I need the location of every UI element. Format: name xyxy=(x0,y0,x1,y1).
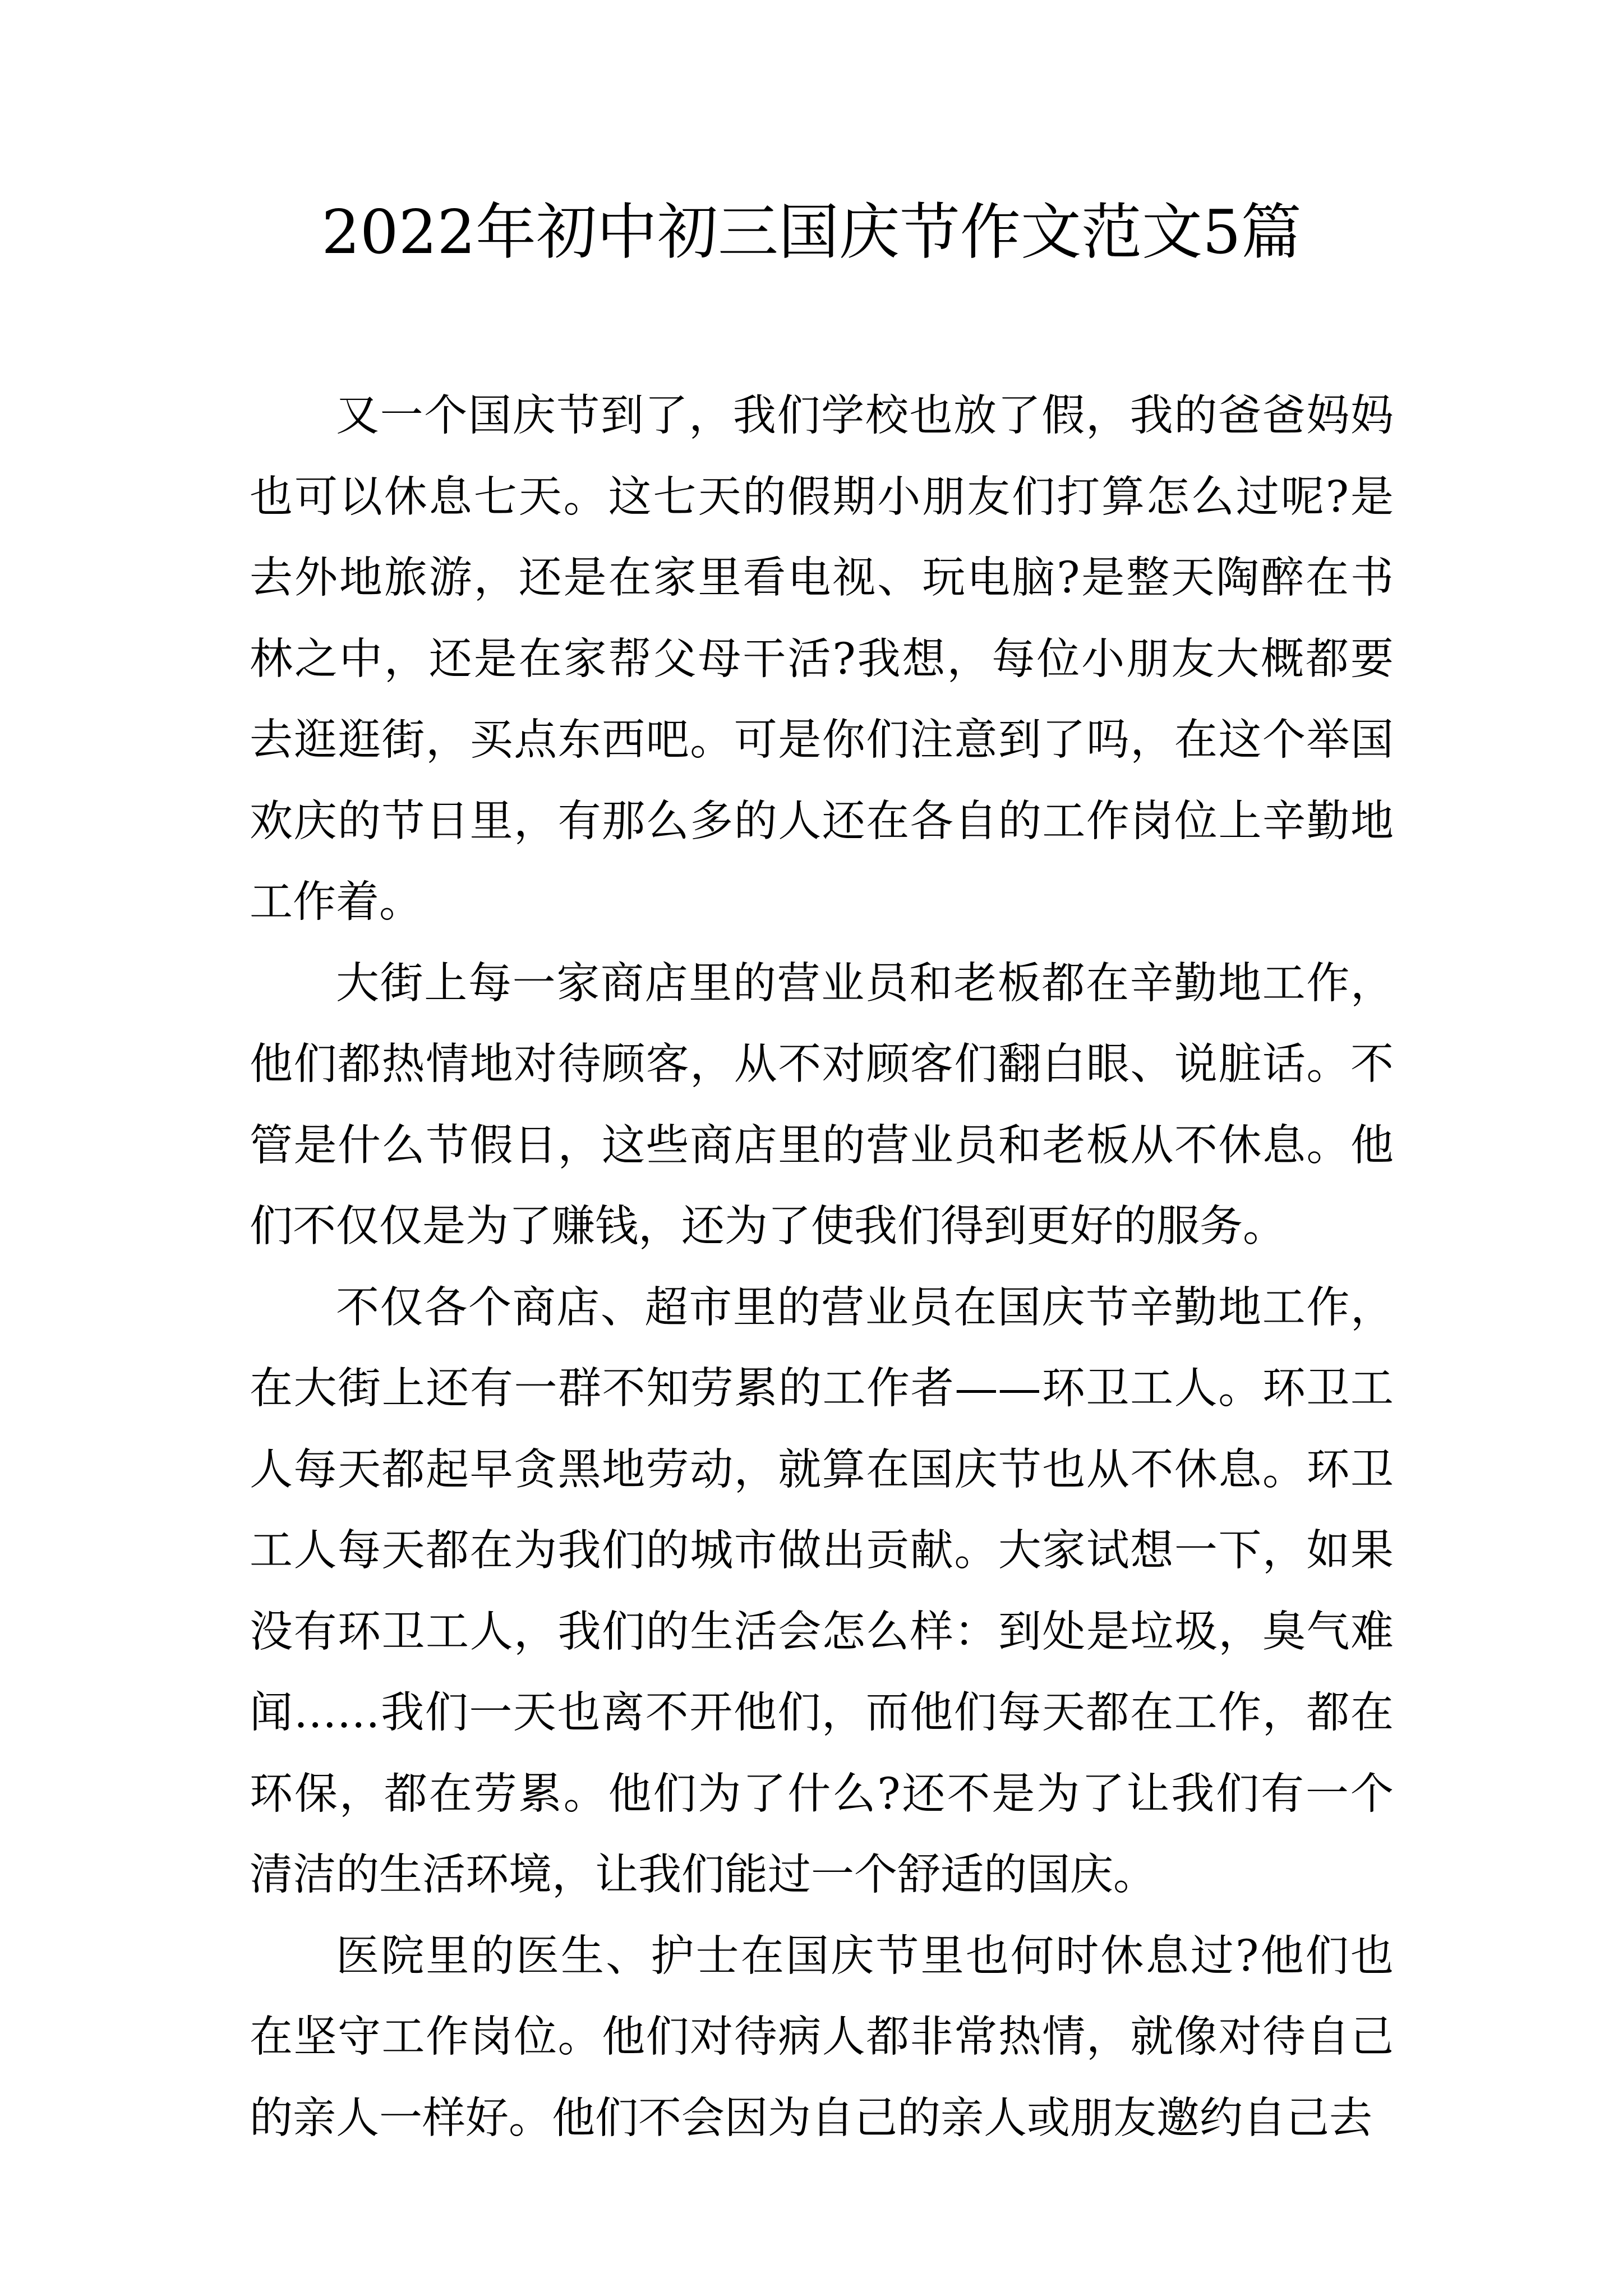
paragraph: 不仅各个商店、超市里的营业员在国庆节辛勤地工作，在大街上还有一群不知劳累的工作者——环卫工人。环卫工人每天都起早贪黑地劳动，就算在国庆节也从不休息。环卫工人每天都在为我们的城市做出贡献。大家试想一下，如果没有环卫工人，我们的生活会怎么样：到处是垃圾，臭气难闻……我们一天也离不开他们，而他们每天都在工作，都在环保，都在劳累。他们为了什么?还不是为了让我们有一个清洁的生活环境，让我们能过一个舒适的国庆。 xyxy=(250,1282,1394,1900)
paragraph: 大街上每一家商店里的营业员和老板都在辛勤地工作，他们都热情地对待顾客，从不对顾客们翻白眼、说脏话。不管是什么节假日，这些商店里的营业员和老板从不休息。他们不仅仅是为了赚钱，还为了使我们得到更好的服务。 xyxy=(250,958,1394,1251)
paragraph: 又一个国庆节到了，我们学校也放了假，我的爸爸妈妈也可以休息七天。这七天的假期小朋友们打算怎么过呢?是去外地旅游，还是在家里看电视、玩电脑?是整天陶醉在书林之中，还是在家帮父母干活?我想，每位小朋友大概都要去逛逛街，买点东西吧。可是你们注意到了吗，在这个举国欢庆的节日里，有那么多的人还在各自的工作岗位上辛勤地工作着。 xyxy=(250,391,1394,927)
document-title: 2022年初中初三国庆节作文范文5篇 xyxy=(321,197,1302,268)
document-body xyxy=(250,376,1394,2159)
paragraph: 医院里的医生、护士在国庆节里也何时休息过?他们也在坚守工作岗位。他们对待病人都非常热情，就像对待自己的亲人一样好。他们不会因为自己的亲人或朋友邀约自己去 xyxy=(250,1931,1394,2143)
